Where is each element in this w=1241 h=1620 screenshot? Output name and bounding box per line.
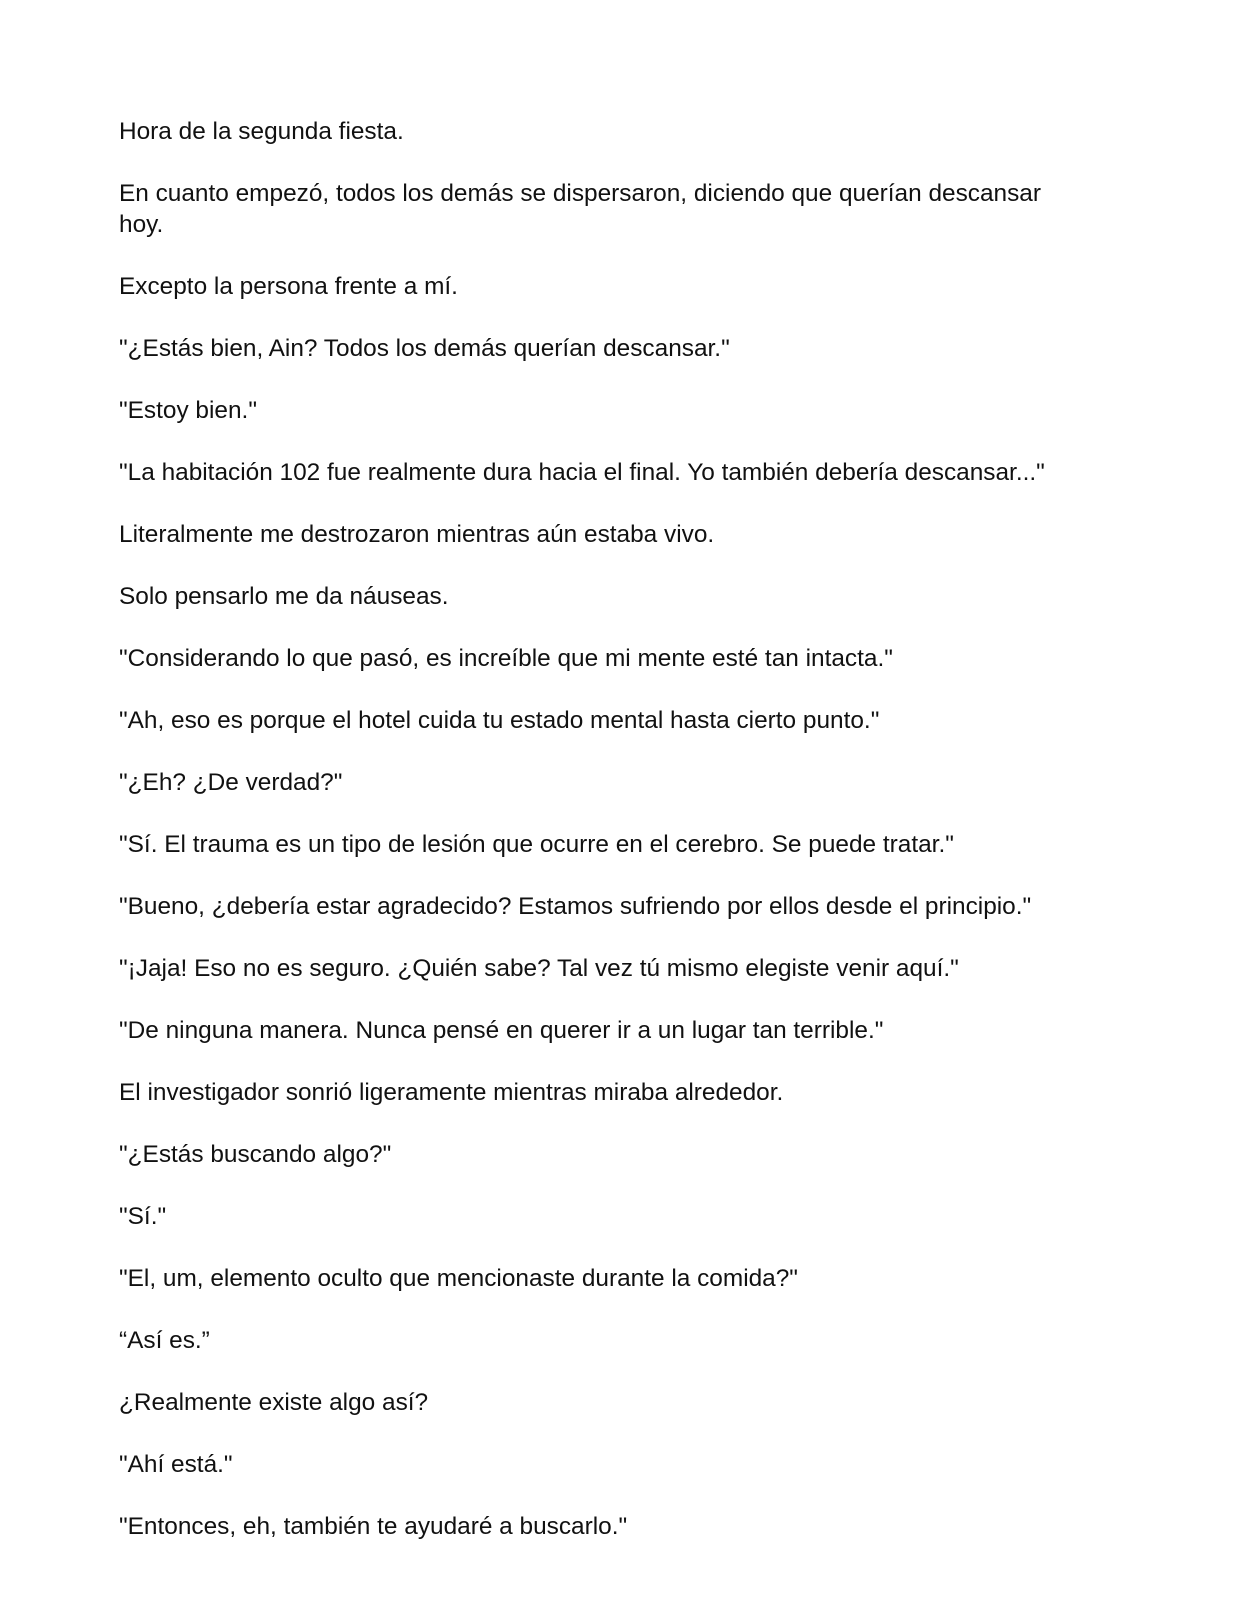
paragraph: "¡Jaja! Eso no es seguro. ¿Quién sabe? Tal vez tú mismo elegiste venir aquí." — [119, 955, 959, 982]
paragraph: El investigador sonrió ligeramente mientras miraba alrededor. — [119, 1079, 784, 1106]
paragraph: "Sí. El trauma es un tipo de lesión que ocurre en el cerebro. Se puede tratar." — [119, 831, 954, 858]
paragraph: "Bueno, ¿debería estar agradecido? Estamos sufriendo por ellos desde el principio." — [119, 893, 1032, 920]
paragraph: "Estoy bien." — [119, 397, 257, 424]
paragraph: "Ahí está." — [119, 1451, 233, 1478]
paragraph: ¿Realmente existe algo así? — [119, 1389, 429, 1416]
paragraph: "Considerando lo que pasó, es increíble que mi mente esté tan intacta." — [119, 645, 893, 672]
paragraph: Hora de la segunda fiesta. — [119, 118, 404, 145]
paragraph: En cuanto empezó, todos los demás se dispersaron, diciendo que querían descansar hoy. — [119, 180, 1041, 238]
paragraph: "Ah, eso es porque el hotel cuida tu estado mental hasta cierto punto." — [119, 707, 880, 734]
paragraph: "La habitación 102 fue realmente dura hacia el final. Yo también debería descansar..." — [119, 459, 1045, 486]
paragraph: Solo pensarlo me da náuseas. — [119, 583, 449, 610]
paragraph: “Así es.” — [119, 1327, 210, 1354]
paragraph: "¿Estás bien, Ain? Todos los demás querían descansar." — [119, 335, 730, 362]
paragraph: "¿Estás buscando algo?" — [119, 1141, 392, 1168]
paragraph: "Sí." — [119, 1203, 167, 1230]
paragraph: "Entonces, eh, también te ayudaré a buscarlo." — [119, 1513, 628, 1540]
paragraph: Excepto la persona frente a mí. — [119, 273, 458, 300]
document-body — [119, 116, 1079, 1573]
paragraph: "De ninguna manera. Nunca pensé en querer ir a un lugar tan terrible." — [119, 1017, 884, 1044]
paragraph: "¿Eh? ¿De verdad?" — [119, 769, 343, 796]
paragraph: "El, um, elemento oculto que mencionaste durante la comida?" — [119, 1265, 798, 1292]
paragraph: Literalmente me destrozaron mientras aún estaba vivo. — [119, 521, 715, 548]
